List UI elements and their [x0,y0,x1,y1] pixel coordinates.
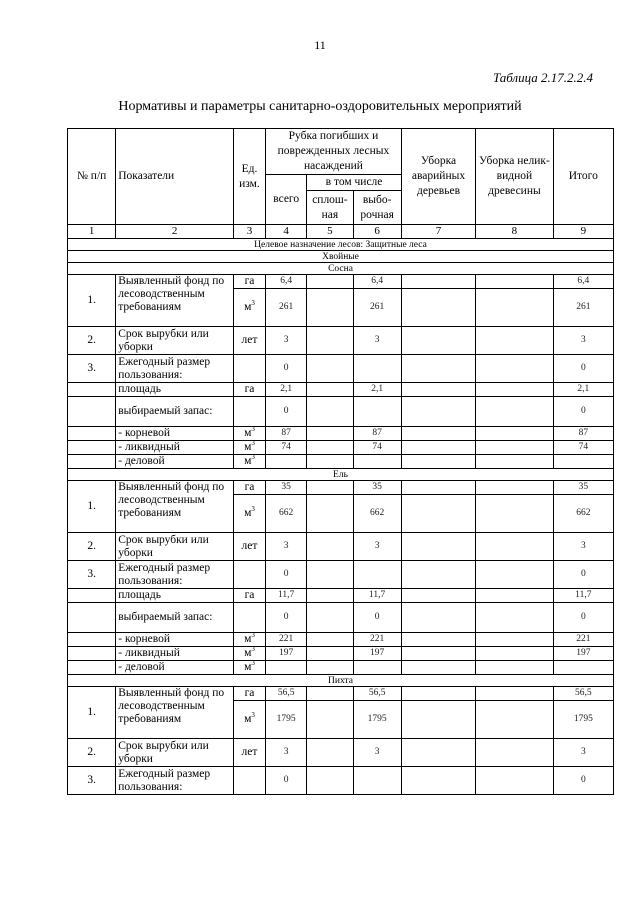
empty-cell [401,441,475,455]
unit-cell: $м^3$ [233,647,265,661]
empty-cell [401,701,475,739]
unit-cell [233,767,265,795]
unit-label: м [244,441,252,453]
unit-label: лет [241,540,258,552]
indicator-label: - ликвидный [116,441,234,455]
empty-cell [307,355,353,383]
empty-cell [476,275,553,289]
area-row [68,589,614,603]
empty-cell [353,455,401,469]
value-total: 0 [266,397,307,427]
header-emergency: Уборка аварийных деревьев [401,129,475,225]
col-num: 9 [553,225,613,239]
page-number: 11 [314,38,326,52]
species-label: Пихта [68,675,614,687]
empty-cell [476,327,553,355]
column-numbers-row [68,225,614,239]
fund-ha-row [68,687,614,701]
empty-cell [401,589,475,603]
empty-cell [266,661,307,675]
empty-cell [266,455,307,469]
value-total: 3 [266,533,307,561]
col-num: 7 [401,225,475,239]
value-itogo: 0 [553,603,613,633]
stock-row [68,603,614,633]
unit-label: га [244,275,255,287]
col-num: 4 [266,225,307,239]
empty-cell [307,701,353,739]
unit-cell [233,481,265,495]
empty-cell [68,383,116,397]
header-indicator: Показатели [116,129,234,225]
empty-cell [476,633,553,647]
empty-cell [353,661,401,675]
unit-label: лет [241,746,258,758]
value-total: 11,7 [266,589,307,603]
col-num: 3 [233,225,265,239]
group-label: Хвойные [68,251,614,263]
empty-cell [476,701,553,739]
empty-cell [68,455,116,469]
area-row [68,383,614,397]
value-total: 6,4 [266,275,307,289]
empty-cell [307,647,353,661]
unit-cell [233,275,265,289]
value-total: 197 [266,647,307,661]
empty-cell [307,561,353,589]
empty-cell [401,767,475,795]
empty-cell [401,633,475,647]
value-selective: 197 [353,647,401,661]
indicator-label: Выявленный фонд по лесоводственным требованиям [116,481,234,533]
empty-cell [307,533,353,561]
unit-cell: $м^3$ [233,455,265,469]
empty-cell [476,739,553,767]
value-selective: 74 [353,441,401,455]
value-total: 87 [266,427,307,441]
value-itogo: 6,4 [553,275,613,289]
unit-cell: $м^3$ [233,633,265,647]
header-illiquid: Уборка нелик- видной древесины [476,129,553,225]
empty-cell [307,633,353,647]
liquid-row [68,647,614,661]
header-felling: Рубка погибших и поврежденных лесных насаждений [266,129,402,175]
indicator-label: - корневой [116,427,234,441]
indicator-label: выбираемый запас: [116,603,234,633]
row-number: 1. [68,687,116,739]
value-selective: 261 [353,289,401,327]
empty-cell [307,495,353,533]
period-row [68,739,614,767]
empty-cell [401,397,475,427]
unit-label: лет [241,334,258,346]
row-number: 3. [68,355,116,383]
unit-cell [233,687,265,701]
value-total: 35 [266,481,307,495]
value-selective: 3 [353,327,401,355]
row-number: 2. [68,327,116,355]
empty-cell [307,455,353,469]
value-itogo: 3 [553,739,613,767]
purpose-label: Целевое назначение лесов: Защитные леса [68,239,614,251]
root-row [68,633,614,647]
value-itogo: 3 [553,533,613,561]
empty-cell [68,633,116,647]
liquid-row [68,441,614,455]
unit-label: м [244,647,252,659]
species-label: Ель [68,469,614,481]
empty-cell [401,739,475,767]
value-total: 2,1 [266,383,307,397]
unit-cell: $м^3$ [233,701,265,739]
empty-cell [401,687,475,701]
value-total: 56,5 [266,687,307,701]
value-itogo: 0 [553,397,613,427]
unit-cell [233,589,265,603]
value-itogo: 3 [553,327,613,355]
unit-cell [233,739,265,767]
value-itogo: 2,1 [553,383,613,397]
value-total: 0 [266,561,307,589]
indicator-label: площадь [116,383,234,397]
empty-cell [307,427,353,441]
empty-cell [476,383,553,397]
header-selective: выбо- рочная [353,191,401,225]
indicator-label: площадь [116,589,234,603]
empty-cell [353,397,401,427]
empty-cell [353,767,401,795]
empty-cell [553,455,613,469]
document-title: Нормативы и параметры санитарно-оздоровительных мероприятий [118,99,522,114]
unit-cell: $м^3$ [233,441,265,455]
unit-cell [233,355,265,383]
empty-cell [401,383,475,397]
indicator-label: Ежегодный размер пользования: [116,561,234,589]
empty-cell [68,441,116,455]
empty-cell [68,589,116,603]
value-total: 1795 [266,701,307,739]
empty-cell [307,739,353,767]
empty-cell [401,355,475,383]
period-row [68,533,614,561]
group-row [68,251,614,263]
period-row [68,327,614,355]
value-total: 0 [266,355,307,383]
species-row [68,675,614,687]
value-selective: 56,5 [353,687,401,701]
empty-cell [401,289,475,327]
unit-cell [233,561,265,589]
empty-cell [68,397,116,427]
col-num: 1 [68,225,116,239]
unit-label: га [244,481,255,493]
empty-cell [353,355,401,383]
unit-cell: $м^3$ [233,661,265,675]
empty-cell [553,661,613,675]
value-itogo: 261 [553,289,613,327]
value-itogo: 662 [553,495,613,533]
empty-cell [307,441,353,455]
unit-label: м [244,427,252,439]
value-selective: 6,4 [353,275,401,289]
indicator-label: Выявленный фонд по лесоводственным требованиям [116,687,234,739]
empty-cell [68,647,116,661]
unit-label: м [244,713,252,725]
value-itogo: 35 [553,481,613,495]
indicator-label: - деловой [116,455,234,469]
empty-cell [476,561,553,589]
empty-cell [68,603,116,633]
header-total: всего [266,175,307,225]
indicator-label: Ежегодный размер пользования: [116,355,234,383]
header-unit: Ед. изм. [233,129,265,225]
row-number: 3. [68,561,116,589]
empty-cell [476,355,553,383]
unit-cell: $м^3$ [233,495,265,533]
empty-cell [476,603,553,633]
col-num: 8 [476,225,553,239]
empty-cell [476,647,553,661]
empty-cell [307,589,353,603]
unit-cell [233,397,265,427]
value-total: 3 [266,739,307,767]
indicator-label: выбираемый запас: [116,397,234,427]
row-number: 3. [68,767,116,795]
empty-cell [307,275,353,289]
empty-cell [401,661,475,675]
empty-cell [307,289,353,327]
empty-cell [401,561,475,589]
empty-cell [476,767,553,795]
indicator-label: Ежегодный размер пользования: [116,767,234,795]
unit-cell [233,327,265,355]
empty-cell [401,427,475,441]
value-selective: 3 [353,739,401,767]
unit-label: га [244,589,255,601]
value-selective: 87 [353,427,401,441]
value-itogo: 221 [553,633,613,647]
annual-row [68,561,614,589]
empty-cell [476,397,553,427]
unit-label: м [244,633,252,645]
value-total: 221 [266,633,307,647]
purpose-row [68,239,614,251]
unit-label: га [244,687,255,699]
empty-cell [476,289,553,327]
value-itogo: 0 [553,355,613,383]
indicator-label: Срок вырубки или уборки [116,739,234,767]
indicator-label: Срок вырубки или уборки [116,533,234,561]
value-total: 662 [266,495,307,533]
empty-cell [307,383,353,397]
value-itogo: 74 [553,441,613,455]
value-selective: 35 [353,481,401,495]
empty-cell [401,327,475,355]
value-total: 3 [266,327,307,355]
header-clear: сплош- ная [307,191,353,225]
value-selective: 3 [353,533,401,561]
unit-label: м [244,455,252,467]
empty-cell [307,481,353,495]
empty-cell [476,495,553,533]
unit-cell [233,383,265,397]
indicator-label: - корневой [116,633,234,647]
indicator-label: - деловой [116,661,234,675]
row-number: 2. [68,533,116,561]
empty-cell [476,687,553,701]
empty-cell [307,687,353,701]
value-selective: 221 [353,633,401,647]
stock-row [68,397,614,427]
norms-table [67,128,614,795]
annual-row [68,355,614,383]
unit-label: м [244,661,252,673]
unit-label: м [244,507,252,519]
unit-cell [233,533,265,561]
empty-cell [68,427,116,441]
header-itogo: Итого [553,129,613,225]
col-num: 6 [353,225,401,239]
empty-cell [401,481,475,495]
fund-ha-row [68,481,614,495]
value-itogo: 0 [553,767,613,795]
row-number: 1. [68,275,116,327]
value-selective: 0 [353,603,401,633]
unit-label: га [244,383,255,395]
empty-cell [476,589,553,603]
unit-cell: $м^3$ [233,289,265,327]
value-itogo: 87 [553,427,613,441]
unit-cell [233,603,265,633]
empty-cell [353,561,401,589]
value-selective: 2,1 [353,383,401,397]
value-total: 261 [266,289,307,327]
unit-label: м [244,301,252,313]
value-itogo: 197 [553,647,613,661]
value-selective: 11,7 [353,589,401,603]
empty-cell [401,495,475,533]
value-itogo: 0 [553,561,613,589]
empty-cell [476,427,553,441]
annual-row [68,767,614,795]
value-total: 0 [266,603,307,633]
value-total: 74 [266,441,307,455]
empty-cell [401,647,475,661]
col-num: 2 [116,225,234,239]
value-selective: 662 [353,495,401,533]
root-row [68,427,614,441]
empty-cell [68,661,116,675]
empty-cell [307,327,353,355]
value-itogo: 11,7 [553,589,613,603]
empty-cell [476,481,553,495]
empty-cell [307,397,353,427]
empty-cell [476,441,553,455]
empty-cell [401,533,475,561]
indicator-label: Срок вырубки или уборки [116,327,234,355]
header-num: № п/п [68,129,116,225]
row-number: 1. [68,481,116,533]
fund-ha-row [68,275,614,289]
empty-cell [401,275,475,289]
value-total: 0 [266,767,307,795]
empty-cell [401,455,475,469]
empty-cell [476,661,553,675]
value-selective: 1795 [353,701,401,739]
empty-cell [476,455,553,469]
unit-cell: $м^3$ [233,427,265,441]
empty-cell [307,603,353,633]
row-number: 2. [68,739,116,767]
indicator-label: - ликвидный [116,647,234,661]
empty-cell [401,603,475,633]
empty-cell [307,767,353,795]
empty-cell [476,533,553,561]
value-itogo: 56,5 [553,687,613,701]
species-label: Сосна [68,263,614,275]
empty-cell [307,661,353,675]
business-row [68,455,614,469]
species-row [68,469,614,481]
table-reference: Таблица 2.17.2.2.4 [492,70,593,85]
business-row [68,661,614,675]
indicator-label: Выявленный фонд по лесоводственным требованиям [116,275,234,327]
species-row [68,263,614,275]
col-num: 5 [307,225,353,239]
value-itogo: 1795 [553,701,613,739]
header-including: в том числе [307,175,402,191]
